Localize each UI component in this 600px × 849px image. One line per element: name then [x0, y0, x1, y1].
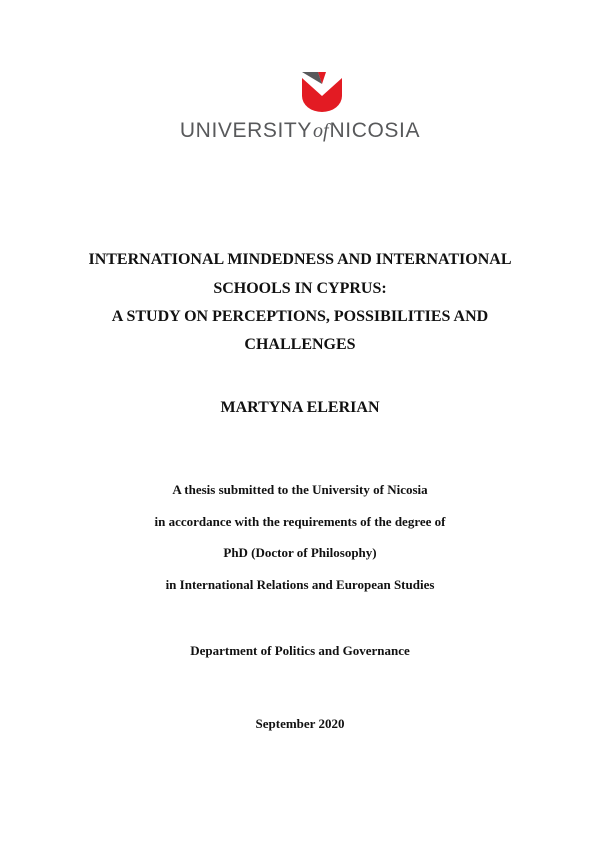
submission-line-3: PhD (Doctor of Philosophy) [223, 545, 377, 560]
submission-line-4: in International Relations and European Studies [165, 577, 435, 592]
thesis-title-line-4: CHALLENGES [244, 336, 356, 353]
university-logo-icon [302, 72, 342, 112]
thesis-title-line-2: SCHOOLS IN CYPRUS: [213, 280, 387, 297]
thesis-title-line-1: INTERNATIONAL MINDEDNESS AND INTERNATIONAL [88, 251, 512, 268]
wordmark-university: UNIVERSITY [179, 119, 312, 142]
university-wordmark [0, 119, 600, 143]
author-name: MARTYNA ELERIAN [220, 399, 380, 416]
department: Department of Politics and Governance [190, 643, 410, 658]
wordmark-nicosia: NICOSIA [329, 119, 421, 142]
thesis-title-line-3: A STUDY ON PERCEPTIONS, POSSIBILITIES AND [111, 308, 489, 325]
submission-line-2: in accordance with the requirements of the degree of [154, 514, 446, 529]
submission-line-1: A thesis submitted to the University of Nicosia [172, 482, 428, 497]
submission-date: September 2020 [255, 716, 345, 731]
wordmark-of: of [312, 120, 329, 142]
